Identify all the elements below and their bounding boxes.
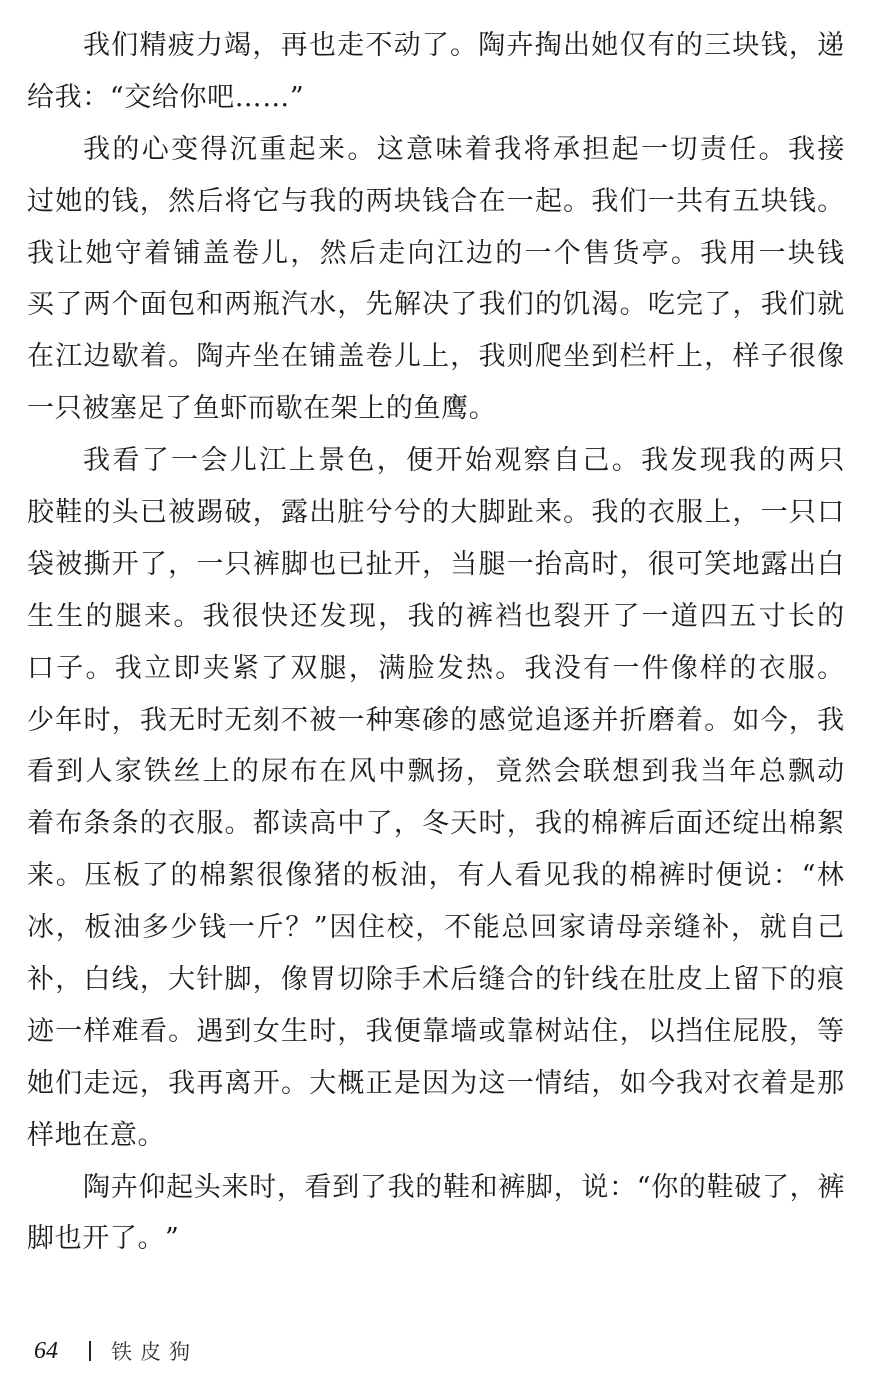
line: 冰 ， 板 油 多 少 钱 一 斤 ？ ” 因 住 校 ， 不 能 总 回 家 请 母 亲 缝 补 ， 就 自 己 — [27, 912, 845, 944]
footer-divider — [89, 1341, 91, 1361]
line: 迹 一 样 难 看 。 遇 到 女 生 时 ， 我 便 靠 墙 或 靠 树 站 住 ， 以 挡 住 屁 股 ， 等 — [27, 1015, 845, 1047]
line: 买 了 两 个 面 包 和 两 瓶 汽 水 ， 先 解 决 了 我 们 的 饥 渴 。 吃 完 了 ， 我 们 就 — [27, 289, 845, 321]
line: 着 布 条 条 的 衣 服 。 都 读 高 中 了 ， 冬 天 时 ， 我 的 棉 裤 后 面 还 绽 出 棉 絮 — [27, 808, 845, 840]
line: 袋 被 撕 开 了 ， 一 只 裤 脚 也 已 扯 开 ， 当 腿 一 抬 高 时 ， 很 可 笑 地 露 出 白 — [27, 548, 845, 580]
line: 她 们 走 远 ， 我 再 离 开 。 大 概 正 是 因 为 这 一 情 结 ， 如 今 我 对 衣 着 是 那 — [27, 1067, 845, 1099]
line: 样 地 在 意 。 — [27, 1119, 166, 1151]
line: 我 看 了 一 会 儿 江 上 景 色 ， 便 开 始 观 察 自 己 。 我 发 现 我 的 两 只 — [83, 445, 845, 477]
line: 在 江 边 歇 着 。 陶 卉 坐 在 铺 盖 卷 儿 上 ， 我 则 爬 坐 到 栏 杆 上 ， 样 子 很 像 — [27, 341, 845, 373]
line: 给 我 ： “ 交 给 你 吧 … … ” — [27, 81, 305, 113]
line: 我 的 心 变 得 沉 重 起 来 。 这 意 味 着 我 将 承 担 起 一 切 责 任 。 我 接 — [83, 133, 845, 165]
line: 生 生 的 腿 来 。 我 很 快 还 发 现 ， 我 的 裤 裆 也 裂 开 了 一 道 四 五 寸 长 的 — [27, 600, 845, 632]
line: 脚 也 开 了 。 ” — [27, 1223, 180, 1255]
page-number: 64 — [34, 1337, 58, 1364]
line: 一 只 被 塞 足 了 鱼 虾 而 歇 在 架 上 的 鱼 鹰 。 — [27, 393, 497, 425]
line: 少 年 时 ， 我 无 时 无 刻 不 被 一 种 寒 碜 的 感 觉 追 逐 并 折 磨 着 。 如 今 ， 我 — [27, 704, 845, 736]
page-body — [27, 20, 845, 1265]
line: 胶 鞋 的 头 已 被 踢 破 ， 露 出 脏 兮 兮 的 大 脚 趾 来 。 我 的 衣 服 上 ， 一 只 口 — [27, 497, 845, 529]
line: 口 子 。 我 立 即 夹 紧 了 双 腿 ， 满 脸 发 热 。 我 没 有 一 件 像 样 的 衣 服 。 — [27, 652, 845, 684]
line: 我 们 精 疲 力 竭 ， 再 也 走 不 动 了 。 陶 卉 掏 出 她 仅 有 的 三 块 钱 ， 递 — [83, 30, 845, 61]
page-footer — [34, 1333, 198, 1369]
book-title: 铁皮狗 — [111, 1340, 198, 1364]
line: 过 她 的 钱 ， 然 后 将 它 与 我 的 两 块 钱 合 在 一 起 。 我 们 一 共 有 五 块 钱 。 — [27, 185, 845, 217]
line: 陶 卉 仰 起 头 来 时 ， 看 到 了 我 的 鞋 和 裤 脚 ， 说 ： “ 你 的 鞋 破 了 ， 裤 — [83, 1171, 845, 1203]
line: 我 让 她 守 着 铺 盖 卷 儿 ， 然 后 走 向 江 边 的 一 个 售 货 亭 。 我 用 一 块 钱 — [27, 237, 845, 269]
line: 来 。 压 板 了 的 棉 絮 很 像 猪 的 板 油 ， 有 人 看 见 我 的 棉 裤 时 便 说 ： “ 林 — [27, 860, 845, 892]
line: 看 到 人 家 铁 丝 上 的 尿 布 在 风 中 飘 扬 ， 竟 然 会 联 想 到 我 当 年 总 飘 动 — [27, 756, 845, 788]
line: 补 ， 白 线 ， 大 针 脚 ， 像 胃 切 除 手 术 后 缝 合 的 针 线 在 肚 皮 上 留 下 的 痕 — [27, 964, 845, 996]
